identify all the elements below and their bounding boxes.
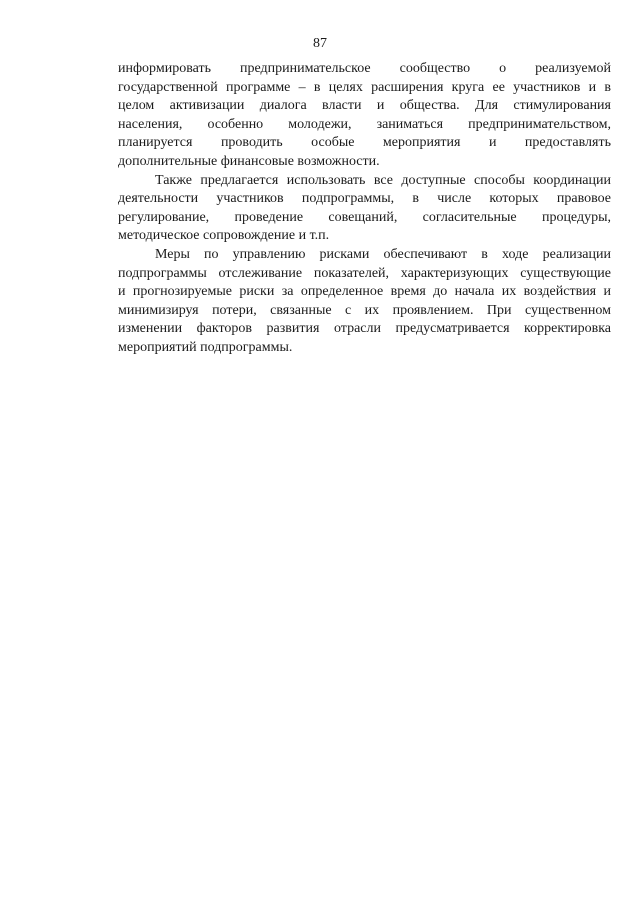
text-line: и прогнозируемые риски за определенное время до начала их воздействия и xyxy=(118,284,611,300)
text-line: Также предлагается использовать все доступные способы координации xyxy=(155,172,611,188)
paragraph-continuation xyxy=(118,60,611,172)
paragraph-risk-management xyxy=(118,246,611,358)
text-body xyxy=(118,60,611,358)
text-line: регулирование, проведение совещаний, согласительные процедуры, xyxy=(118,209,611,225)
text-line: планируется проводить особые мероприятия и предоставлять xyxy=(118,135,611,151)
text-line: подпрограммы отслеживание показателей, характеризующих существующие xyxy=(118,265,611,281)
text-line: мероприятий подпрограммы. xyxy=(118,339,293,355)
page-number: 87 xyxy=(313,36,327,51)
paragraph-coordination xyxy=(118,172,611,246)
text-line: населения, особенно молодежи, заниматься предпринимательством, xyxy=(118,116,611,132)
text-line: государственной программе – в целях расширения круга ее участников и в xyxy=(118,79,611,95)
text-line: дополнительные финансовые возможности. xyxy=(118,153,380,169)
text-line: методическое сопровождение и т.п. xyxy=(118,228,330,244)
text-line: минимизируя потери, связанные с их проявлением. При существенном xyxy=(118,302,611,318)
text-line: целом активизации диалога власти и общества. Для стимулирования xyxy=(118,98,611,114)
text-line: информировать предпринимательское сообщество о реализуемой xyxy=(118,61,611,76)
text-line: деятельности участников подпрограммы, в числе которых правовое xyxy=(118,191,611,207)
text-line: изменении факторов развития отрасли предусматривается корректировка xyxy=(118,321,611,337)
text-line: Меры по управлению рисками обеспечивают в ходе реализации xyxy=(155,246,611,262)
